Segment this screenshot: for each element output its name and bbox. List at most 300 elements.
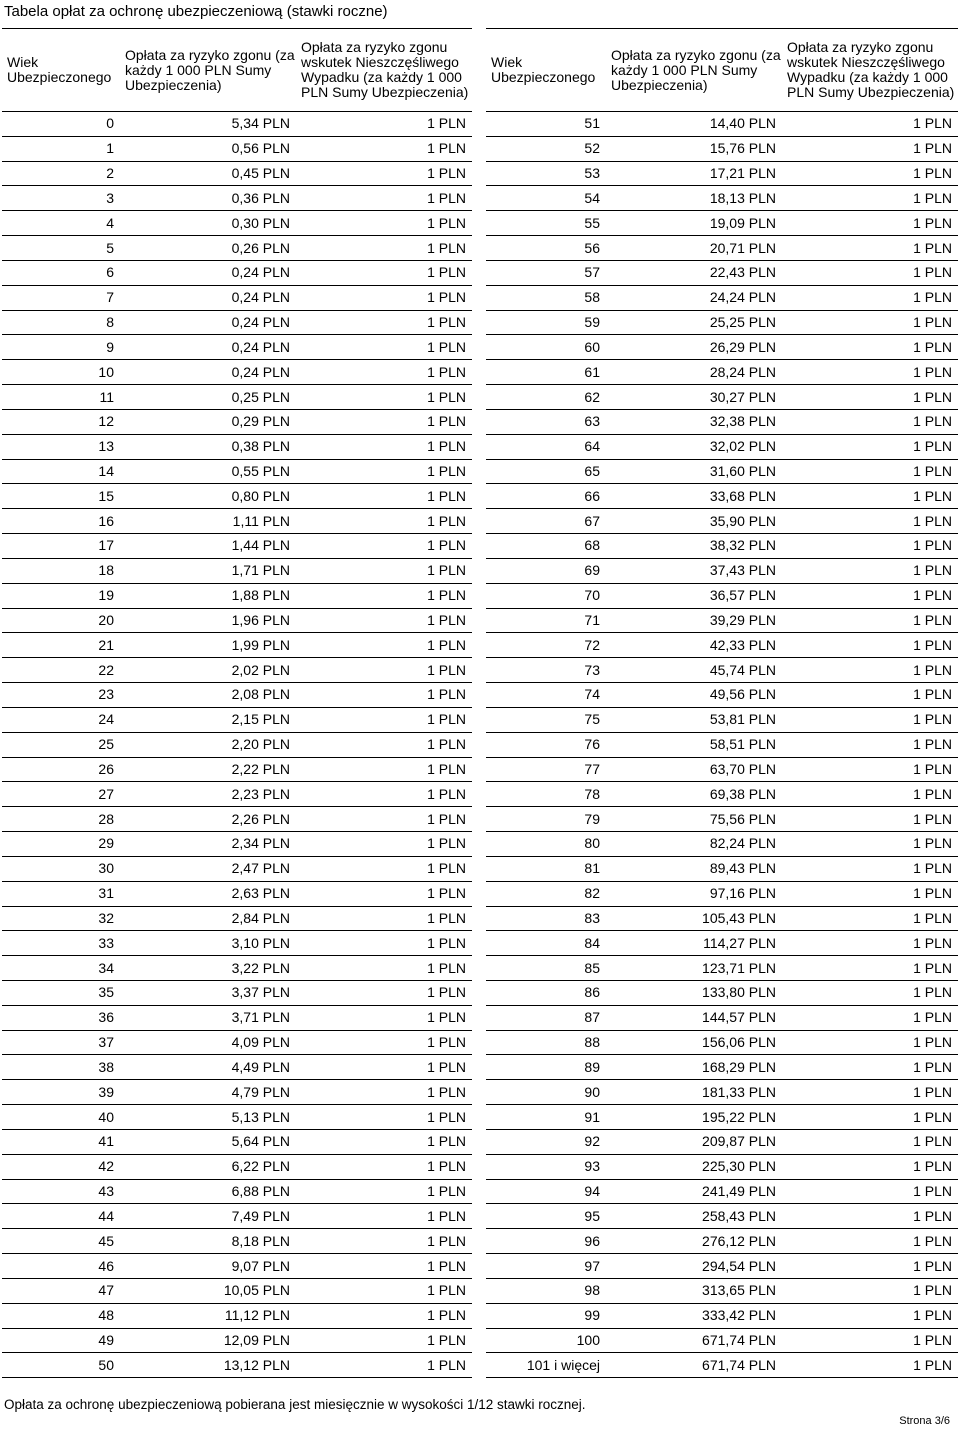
age-cell: 8 (2, 310, 120, 335)
age-cell: 44 (2, 1204, 120, 1229)
accident-fee-cell: 1 PLN (782, 1154, 958, 1179)
age-cell: 100 (486, 1328, 606, 1353)
accident-fee-cell: 1 PLN (782, 931, 958, 956)
age-cell: 17 (2, 534, 120, 559)
age-cell: 53 (486, 161, 606, 186)
death-risk-fee-cell: 258,43 PLN (606, 1204, 782, 1229)
table-body-left (2, 112, 472, 1378)
death-risk-fee-cell: 2,20 PLN (120, 732, 296, 757)
accident-fee-cell: 1 PLN (782, 484, 958, 509)
table-row (2, 1179, 472, 1204)
table-row (486, 658, 958, 683)
accident-fee-cell: 1 PLN (782, 608, 958, 633)
accident-fee-cell: 1 PLN (296, 906, 472, 931)
age-cell: 88 (486, 1030, 606, 1055)
accident-fee-cell: 1 PLN (782, 236, 958, 261)
death-risk-fee-cell: 28,24 PLN (606, 360, 782, 385)
accident-fee-cell: 1 PLN (782, 683, 958, 708)
accident-fee-cell: 1 PLN (782, 136, 958, 161)
death-risk-fee-cell: 671,74 PLN (606, 1353, 782, 1378)
table-row (2, 881, 472, 906)
age-cell: 41 (2, 1129, 120, 1154)
age-cell: 89 (486, 1055, 606, 1080)
death-risk-fee-cell: 1,88 PLN (120, 583, 296, 608)
age-cell: 56 (486, 236, 606, 261)
death-risk-fee-cell: 2,47 PLN (120, 856, 296, 881)
table-row (2, 161, 472, 186)
age-cell: 33 (2, 931, 120, 956)
death-risk-fee-cell: 294,54 PLN (606, 1254, 782, 1279)
age-cell: 13 (2, 434, 120, 459)
table-row (486, 1005, 958, 1030)
accident-fee-cell: 1 PLN (296, 558, 472, 583)
death-risk-fee-cell: 671,74 PLN (606, 1328, 782, 1353)
accident-fee-cell: 1 PLN (782, 856, 958, 881)
table-row (486, 832, 958, 857)
death-risk-fee-cell: 14,40 PLN (606, 112, 782, 137)
age-cell: 12 (2, 409, 120, 434)
age-cell: 61 (486, 360, 606, 385)
accident-fee-cell: 1 PLN (296, 360, 472, 385)
accident-fee-cell: 1 PLN (296, 881, 472, 906)
accident-fee-cell: 1 PLN (296, 658, 472, 683)
accident-fee-cell: 1 PLN (782, 211, 958, 236)
death-risk-fee-cell: 17,21 PLN (606, 161, 782, 186)
death-risk-fee-cell: 0,24 PLN (120, 260, 296, 285)
table-row (486, 1353, 958, 1378)
accident-fee-cell: 1 PLN (782, 583, 958, 608)
accident-fee-cell: 1 PLN (782, 409, 958, 434)
table-row (2, 683, 472, 708)
table-row (486, 633, 958, 658)
table-row (486, 211, 958, 236)
accident-fee-cell: 1 PLN (296, 732, 472, 757)
accident-fee-cell: 1 PLN (296, 856, 472, 881)
accident-fee-cell: 1 PLN (296, 1204, 472, 1229)
table-row (486, 534, 958, 559)
death-risk-fee-cell: 6,88 PLN (120, 1179, 296, 1204)
death-risk-fee-cell: 0,24 PLN (120, 335, 296, 360)
accident-fee-cell: 1 PLN (782, 1328, 958, 1353)
age-cell: 59 (486, 310, 606, 335)
death-risk-fee-cell: 156,06 PLN (606, 1030, 782, 1055)
table-row (2, 236, 472, 261)
accident-fee-cell: 1 PLN (296, 186, 472, 211)
accident-fee-cell: 1 PLN (782, 1030, 958, 1055)
accident-fee-cell: 1 PLN (782, 310, 958, 335)
death-risk-fee-cell: 58,51 PLN (606, 732, 782, 757)
death-risk-fee-cell: 333,42 PLN (606, 1303, 782, 1328)
age-cell: 37 (2, 1030, 120, 1055)
accident-fee-cell: 1 PLN (782, 385, 958, 410)
accident-fee-cell: 1 PLN (296, 1254, 472, 1279)
header-age: Wiek Ubezpieczonego (486, 29, 606, 112)
accident-fee-cell: 1 PLN (296, 459, 472, 484)
death-risk-fee-cell: 8,18 PLN (120, 1229, 296, 1254)
death-risk-fee-cell: 5,34 PLN (120, 112, 296, 137)
table-row (2, 782, 472, 807)
table-row (2, 732, 472, 757)
age-cell: 10 (2, 360, 120, 385)
table-row (486, 385, 958, 410)
table-row (486, 1105, 958, 1130)
table-row (2, 1328, 472, 1353)
age-cell: 21 (2, 633, 120, 658)
death-risk-fee-cell: 3,37 PLN (120, 980, 296, 1005)
accident-fee-cell: 1 PLN (296, 1353, 472, 1378)
table-row (2, 509, 472, 534)
age-cell: 74 (486, 683, 606, 708)
death-risk-fee-cell: 5,64 PLN (120, 1129, 296, 1154)
table-row (486, 1154, 958, 1179)
accident-fee-cell: 1 PLN (296, 1030, 472, 1055)
death-risk-fee-cell: 3,10 PLN (120, 931, 296, 956)
death-risk-fee-cell: 33,68 PLN (606, 484, 782, 509)
accident-fee-cell: 1 PLN (782, 1204, 958, 1229)
accident-fee-cell: 1 PLN (296, 260, 472, 285)
death-risk-fee-cell: 6,22 PLN (120, 1154, 296, 1179)
age-cell: 49 (2, 1328, 120, 1353)
accident-fee-cell: 1 PLN (782, 112, 958, 137)
accident-fee-cell: 1 PLN (296, 1278, 472, 1303)
age-cell: 42 (2, 1154, 120, 1179)
age-cell: 27 (2, 782, 120, 807)
accident-fee-cell: 1 PLN (782, 732, 958, 757)
death-risk-fee-cell: 0,36 PLN (120, 186, 296, 211)
table-row (2, 260, 472, 285)
age-cell: 96 (486, 1229, 606, 1254)
table-row (486, 1328, 958, 1353)
death-risk-fee-cell: 2,63 PLN (120, 881, 296, 906)
age-cell: 50 (2, 1353, 120, 1378)
accident-fee-cell: 1 PLN (782, 285, 958, 310)
death-risk-fee-cell: 7,49 PLN (120, 1204, 296, 1229)
death-risk-fee-cell: 181,33 PLN (606, 1080, 782, 1105)
age-cell: 6 (2, 260, 120, 285)
accident-fee-cell: 1 PLN (782, 633, 958, 658)
age-cell: 55 (486, 211, 606, 236)
table-row (486, 236, 958, 261)
death-risk-fee-cell: 2,22 PLN (120, 757, 296, 782)
table-row (486, 186, 958, 211)
table-row (486, 782, 958, 807)
accident-fee-cell: 1 PLN (782, 161, 958, 186)
age-cell: 67 (486, 509, 606, 534)
death-risk-fee-cell: 1,96 PLN (120, 608, 296, 633)
table-row (2, 1229, 472, 1254)
age-cell: 9 (2, 335, 120, 360)
age-cell: 86 (486, 980, 606, 1005)
accident-fee-cell: 1 PLN (296, 1179, 472, 1204)
accident-fee-cell: 1 PLN (782, 1303, 958, 1328)
death-risk-fee-cell: 75,56 PLN (606, 807, 782, 832)
age-cell: 72 (486, 633, 606, 658)
age-cell: 47 (2, 1278, 120, 1303)
age-cell: 77 (486, 757, 606, 782)
death-risk-fee-cell: 89,43 PLN (606, 856, 782, 881)
table-row (486, 1254, 958, 1279)
accident-fee-cell: 1 PLN (782, 459, 958, 484)
age-cell: 87 (486, 1005, 606, 1030)
death-risk-fee-cell: 37,43 PLN (606, 558, 782, 583)
table-row (486, 112, 958, 137)
table-row (2, 186, 472, 211)
accident-fee-cell: 1 PLN (296, 434, 472, 459)
accident-fee-cell: 1 PLN (296, 707, 472, 732)
table-row (2, 1080, 472, 1105)
age-cell: 57 (486, 260, 606, 285)
death-risk-fee-cell: 97,16 PLN (606, 881, 782, 906)
accident-fee-cell: 1 PLN (782, 1055, 958, 1080)
table-row (2, 335, 472, 360)
age-cell: 22 (2, 658, 120, 683)
age-cell: 1 (2, 136, 120, 161)
table-row (2, 1154, 472, 1179)
table-row (486, 285, 958, 310)
accident-fee-cell: 1 PLN (296, 211, 472, 236)
table-row (486, 956, 958, 981)
table-row (2, 1105, 472, 1130)
age-cell: 38 (2, 1055, 120, 1080)
death-risk-fee-cell: 3,22 PLN (120, 956, 296, 981)
accident-fee-cell: 1 PLN (296, 1105, 472, 1130)
death-risk-fee-cell: 39,29 PLN (606, 608, 782, 633)
death-risk-fee-cell: 38,32 PLN (606, 534, 782, 559)
accident-fee-cell: 1 PLN (782, 956, 958, 981)
table-row (2, 1030, 472, 1055)
age-cell: 90 (486, 1080, 606, 1105)
table-header-row (486, 29, 958, 112)
age-cell: 95 (486, 1204, 606, 1229)
age-cell: 4 (2, 211, 120, 236)
table-row (486, 732, 958, 757)
fee-table-right (486, 28, 958, 1378)
table-row (2, 832, 472, 857)
age-cell: 75 (486, 707, 606, 732)
death-risk-fee-cell: 0,24 PLN (120, 310, 296, 335)
table-row (486, 335, 958, 360)
age-cell: 51 (486, 112, 606, 137)
header-accident-death-risk: Opłata za ryzyko zgonu wskutek Nieszczęśliwego Wypadku (za każdy 1 000 PLN Sumy Ubezpieczenia) (296, 29, 472, 112)
table-row (486, 906, 958, 931)
accident-fee-cell: 1 PLN (782, 980, 958, 1005)
death-risk-fee-cell: 13,12 PLN (120, 1353, 296, 1378)
table-row (486, 583, 958, 608)
accident-fee-cell: 1 PLN (782, 558, 958, 583)
fee-table-left (2, 28, 472, 1378)
table-row (486, 360, 958, 385)
table-row (486, 484, 958, 509)
accident-fee-cell: 1 PLN (782, 1278, 958, 1303)
accident-fee-cell: 1 PLN (782, 757, 958, 782)
table-row (486, 1278, 958, 1303)
death-risk-fee-cell: 2,26 PLN (120, 807, 296, 832)
table-body-right (486, 112, 958, 1378)
death-risk-fee-cell: 1,71 PLN (120, 558, 296, 583)
death-risk-fee-cell: 26,29 PLN (606, 335, 782, 360)
table-header-row (2, 29, 472, 112)
table-row (2, 1129, 472, 1154)
death-risk-fee-cell: 0,80 PLN (120, 484, 296, 509)
death-risk-fee-cell: 2,15 PLN (120, 707, 296, 732)
accident-fee-cell: 1 PLN (296, 583, 472, 608)
death-risk-fee-cell: 0,38 PLN (120, 434, 296, 459)
table-row (486, 757, 958, 782)
accident-fee-cell: 1 PLN (296, 534, 472, 559)
accident-fee-cell: 1 PLN (782, 509, 958, 534)
accident-fee-cell: 1 PLN (782, 1179, 958, 1204)
accident-fee-cell: 1 PLN (782, 260, 958, 285)
accident-fee-cell: 1 PLN (782, 1105, 958, 1130)
death-risk-fee-cell: 12,09 PLN (120, 1328, 296, 1353)
table-row (2, 757, 472, 782)
table-row (2, 956, 472, 981)
accident-fee-cell: 1 PLN (296, 409, 472, 434)
table-row (486, 683, 958, 708)
table-row (486, 707, 958, 732)
age-cell: 63 (486, 409, 606, 434)
accident-fee-cell: 1 PLN (296, 1080, 472, 1105)
age-cell: 46 (2, 1254, 120, 1279)
table-row (486, 807, 958, 832)
age-cell: 15 (2, 484, 120, 509)
accident-fee-cell: 1 PLN (782, 186, 958, 211)
age-cell: 16 (2, 509, 120, 534)
table-row (2, 112, 472, 137)
age-cell: 93 (486, 1154, 606, 1179)
death-risk-fee-cell: 69,38 PLN (606, 782, 782, 807)
death-risk-fee-cell: 18,13 PLN (606, 186, 782, 211)
death-risk-fee-cell: 9,07 PLN (120, 1254, 296, 1279)
page-number: Strona 3/6 (899, 1415, 950, 1427)
death-risk-fee-cell: 30,27 PLN (606, 385, 782, 410)
age-cell: 25 (2, 732, 120, 757)
age-cell: 40 (2, 1105, 120, 1130)
accident-fee-cell: 1 PLN (296, 931, 472, 956)
death-risk-fee-cell: 2,84 PLN (120, 906, 296, 931)
accident-fee-cell: 1 PLN (296, 1154, 472, 1179)
death-risk-fee-cell: 4,79 PLN (120, 1080, 296, 1105)
table-row (2, 707, 472, 732)
table-row (486, 856, 958, 881)
accident-fee-cell: 1 PLN (296, 335, 472, 360)
death-risk-fee-cell: 36,57 PLN (606, 583, 782, 608)
accident-fee-cell: 1 PLN (296, 385, 472, 410)
accident-fee-cell: 1 PLN (782, 1254, 958, 1279)
table-row (2, 434, 472, 459)
age-cell: 11 (2, 385, 120, 410)
age-cell: 28 (2, 807, 120, 832)
death-risk-fee-cell: 4,09 PLN (120, 1030, 296, 1055)
table-row (486, 409, 958, 434)
death-risk-fee-cell: 313,65 PLN (606, 1278, 782, 1303)
death-risk-fee-cell: 1,44 PLN (120, 534, 296, 559)
death-risk-fee-cell: 0,24 PLN (120, 360, 296, 385)
table-row (486, 1030, 958, 1055)
header-age: Wiek Ubezpieczonego (2, 29, 120, 112)
accident-fee-cell: 1 PLN (782, 360, 958, 385)
table-row (2, 1303, 472, 1328)
table-row (486, 1129, 958, 1154)
table-row (2, 1278, 472, 1303)
accident-fee-cell: 1 PLN (782, 335, 958, 360)
age-cell: 36 (2, 1005, 120, 1030)
age-cell: 20 (2, 608, 120, 633)
death-risk-fee-cell: 82,24 PLN (606, 832, 782, 857)
age-cell: 3 (2, 186, 120, 211)
age-cell: 76 (486, 732, 606, 757)
age-cell: 97 (486, 1254, 606, 1279)
death-risk-fee-cell: 0,56 PLN (120, 136, 296, 161)
age-cell: 24 (2, 707, 120, 732)
accident-fee-cell: 1 PLN (296, 633, 472, 658)
death-risk-fee-cell: 0,29 PLN (120, 409, 296, 434)
table-row (486, 509, 958, 534)
age-cell: 83 (486, 906, 606, 931)
table-row (486, 136, 958, 161)
table-row (2, 980, 472, 1005)
death-risk-fee-cell: 168,29 PLN (606, 1055, 782, 1080)
age-cell: 85 (486, 956, 606, 981)
death-risk-fee-cell: 32,38 PLN (606, 409, 782, 434)
accident-fee-cell: 1 PLN (782, 1129, 958, 1154)
table-row (2, 310, 472, 335)
table-row (486, 980, 958, 1005)
age-cell: 0 (2, 112, 120, 137)
table-row (2, 534, 472, 559)
accident-fee-cell: 1 PLN (296, 136, 472, 161)
age-cell: 80 (486, 832, 606, 857)
death-risk-fee-cell: 105,43 PLN (606, 906, 782, 931)
accident-fee-cell: 1 PLN (296, 782, 472, 807)
death-risk-fee-cell: 1,99 PLN (120, 633, 296, 658)
accident-fee-cell: 1 PLN (296, 608, 472, 633)
accident-fee-cell: 1 PLN (782, 807, 958, 832)
table-row (2, 385, 472, 410)
accident-fee-cell: 1 PLN (296, 757, 472, 782)
death-risk-fee-cell: 20,71 PLN (606, 236, 782, 261)
age-cell: 82 (486, 881, 606, 906)
table-row (486, 558, 958, 583)
age-cell: 7 (2, 285, 120, 310)
age-cell: 98 (486, 1278, 606, 1303)
accident-fee-cell: 1 PLN (782, 782, 958, 807)
table-row (486, 1179, 958, 1204)
age-cell: 73 (486, 658, 606, 683)
age-cell: 58 (486, 285, 606, 310)
death-risk-fee-cell: 1,11 PLN (120, 509, 296, 534)
accident-fee-cell: 1 PLN (782, 1229, 958, 1254)
death-risk-fee-cell: 114,27 PLN (606, 931, 782, 956)
age-cell: 29 (2, 832, 120, 857)
accident-fee-cell: 1 PLN (782, 434, 958, 459)
table-row (486, 161, 958, 186)
accident-fee-cell: 1 PLN (296, 1328, 472, 1353)
table-row (2, 136, 472, 161)
accident-fee-cell: 1 PLN (296, 509, 472, 534)
death-risk-fee-cell: 63,70 PLN (606, 757, 782, 782)
death-risk-fee-cell: 49,56 PLN (606, 683, 782, 708)
age-cell: 70 (486, 583, 606, 608)
death-risk-fee-cell: 42,33 PLN (606, 633, 782, 658)
footer-note: Opłata za ochronę ubezpieczeniową pobierana jest miesięcznie w wysokości 1/12 stawki rocznej. (4, 1397, 586, 1412)
table-row (2, 658, 472, 683)
age-cell: 62 (486, 385, 606, 410)
age-cell: 84 (486, 931, 606, 956)
table-row (2, 211, 472, 236)
age-cell: 52 (486, 136, 606, 161)
table-row (2, 1005, 472, 1030)
